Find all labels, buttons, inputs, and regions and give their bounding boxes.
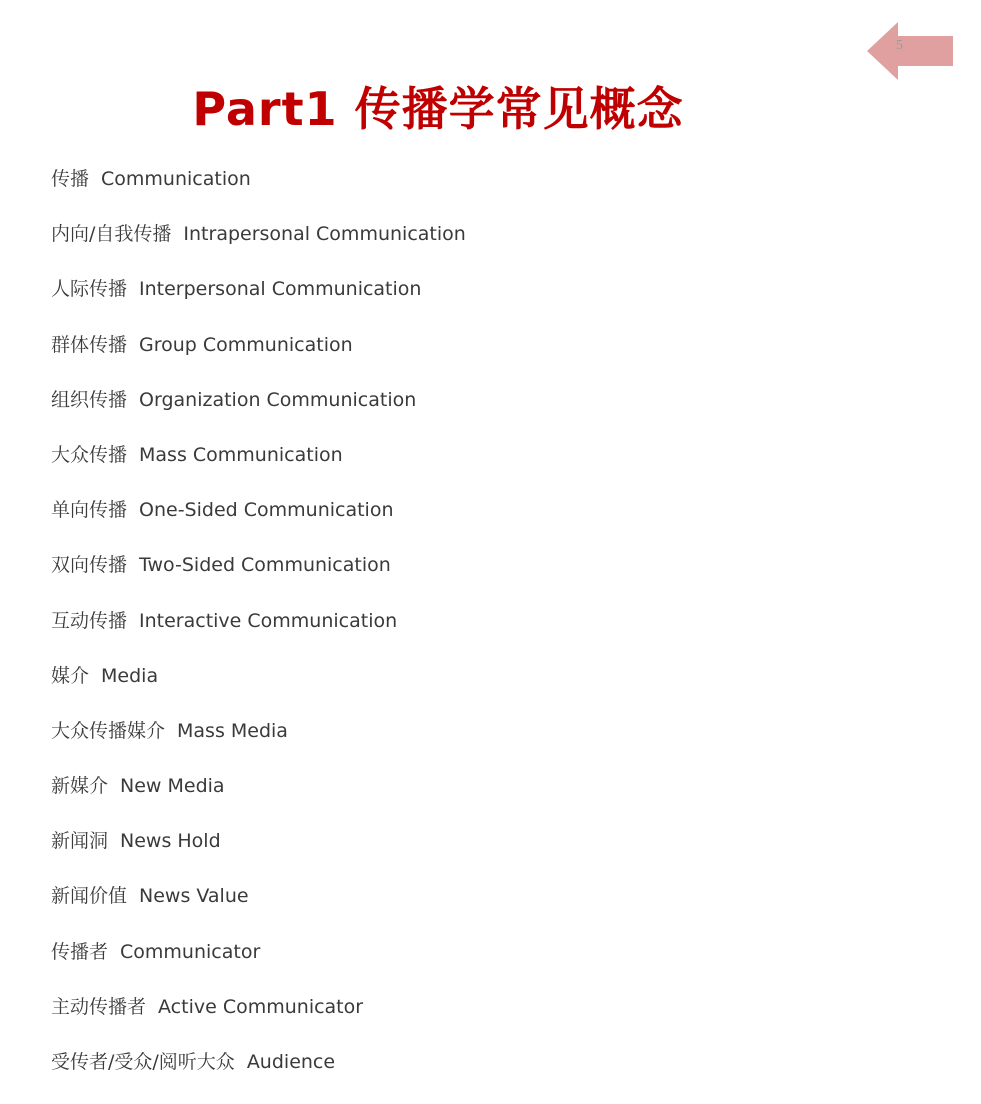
term-row [51,552,466,607]
term-row [51,276,466,331]
term-chinese: 大众传播媒介 [51,719,166,742]
term-row [51,718,466,773]
term-chinese: 媒介 [51,664,90,687]
term-chinese: 大众传播 [51,443,128,466]
term-english: Interactive Communication [139,609,398,632]
term-row [51,883,466,938]
term-english: News Hold [120,830,221,853]
term-chinese: 新闻洞 [51,830,109,853]
back-arrow-icon[interactable] [867,22,953,80]
term-english: Active Communicator [158,995,364,1018]
term-row [51,497,466,552]
term-row [51,332,466,387]
term-row [51,221,466,276]
term-chinese: 单向传播 [51,499,128,522]
term-row [51,828,466,883]
term-english: New Media [120,775,225,798]
term-row [51,663,466,718]
term-english: Two-Sided Communication [139,554,391,577]
page-number: 5 [896,38,903,53]
term-row [51,387,466,442]
term-english: Mass Communication [139,443,343,466]
term-english: Mass Media [177,719,288,742]
term-row [51,773,466,828]
term-english: Audience [246,1051,336,1073]
term-row [51,1049,466,1104]
term-english: News Value [139,885,249,908]
term-english: One-Sided Communication [139,499,394,522]
term-chinese: 新媒介 [51,775,109,798]
term-english: Communicator [120,940,261,963]
term-row [51,608,466,663]
term-english: Interpersonal Communication [139,278,422,301]
term-english: Group Communication [139,333,353,356]
term-chinese: 互动传播 [51,609,128,632]
term-chinese: 组织传播 [51,388,128,411]
term-chinese: 传播 [51,168,90,190]
term-english: Intrapersonal Communication [183,223,466,246]
page-title: Part1 传播学常见概念 [192,82,684,136]
term-chinese: 受传者/受众/阅听大众 [51,1051,235,1073]
term-english: Communication [101,168,251,190]
term-chinese: 群体传播 [51,333,128,356]
term-chinese: 内向/自我传播 [51,223,172,246]
term-row [51,939,466,994]
term-row [51,166,466,221]
term-english: Organization Communication [139,388,417,411]
term-chinese: 主动传播者 [51,995,147,1018]
term-chinese: 传播者 [51,940,109,963]
term-english: Media [101,664,159,687]
term-row [51,442,466,497]
term-chinese: 人际传播 [51,278,128,301]
term-row [51,994,466,1049]
term-chinese: 双向传播 [51,554,128,577]
term-list [51,166,466,1104]
term-chinese: 新闻价值 [51,885,128,908]
